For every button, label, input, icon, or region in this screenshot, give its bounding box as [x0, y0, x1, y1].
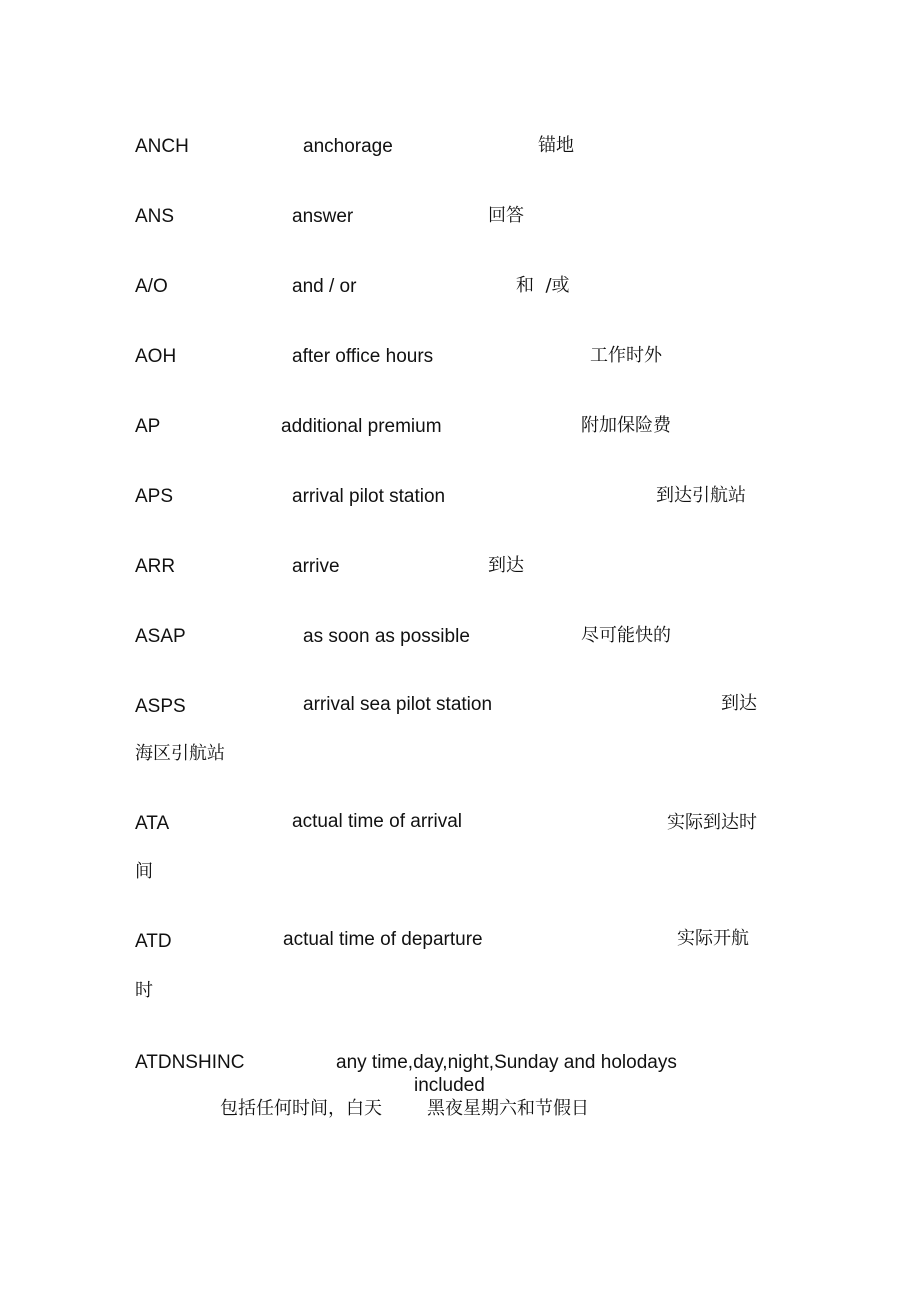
english-atdnshinc: any time,day,night,Sunday and holodays	[336, 1052, 677, 1073]
chinese-atdnshinc-b: 黑夜星期六和节假日	[427, 1098, 589, 1119]
english-atd: actual time of departure	[283, 929, 483, 950]
chinese-aoh: 工作时外	[590, 345, 662, 366]
chinese-ao: 和 /或	[516, 275, 570, 296]
chinese-asps-cont: 海区引航站	[135, 743, 225, 764]
chinese-ata-cont: 间	[135, 861, 153, 882]
chinese-asps: 到达	[721, 693, 757, 714]
abbr-ata: ATA	[135, 813, 170, 834]
chinese-ata: 实际到达时	[667, 812, 757, 833]
english-aoh: after office hours	[292, 346, 434, 367]
english-arr: arrive	[292, 556, 340, 577]
english-aps: arrival pilot station	[292, 486, 446, 507]
chinese-atd: 实际开航	[677, 928, 749, 949]
english-asps: arrival sea pilot station	[303, 694, 493, 715]
abbr-arr: ARR	[135, 556, 176, 577]
abbr-atd: ATD	[135, 931, 172, 952]
chinese-atdnshinc-a: 包括任何时间，白天	[220, 1098, 382, 1119]
english-anch: anchorage	[303, 136, 393, 157]
abbr-asps: ASPS	[135, 696, 186, 717]
english-asap: as soon as possible	[303, 626, 470, 647]
english-ap: additional premium	[281, 416, 442, 437]
chinese-asap: 尽可能快的	[581, 625, 671, 646]
english-ans: answer	[292, 206, 354, 227]
abbr-aoh: AOH	[135, 346, 177, 367]
chinese-aps: 到达引航站	[656, 485, 746, 506]
abbr-ap: AP	[135, 416, 161, 437]
abbr-ao: A/O	[135, 276, 168, 297]
abbr-aps: APS	[135, 486, 174, 507]
english-ata: actual time of arrival	[292, 811, 463, 832]
abbr-anch: ANCH	[135, 136, 189, 157]
abbr-atdnshinc: ATDNSHINC	[135, 1052, 245, 1073]
english-ao: and / or	[292, 276, 357, 297]
chinese-arr: 到达	[488, 555, 524, 576]
abbr-ans: ANS	[135, 206, 175, 227]
english-atdnshinc-cont: included	[414, 1075, 485, 1096]
abbr-asap: ASAP	[135, 626, 186, 647]
chinese-anch: 锚地	[538, 135, 574, 156]
chinese-atd-cont: 时	[135, 980, 153, 1001]
chinese-ans: 回答	[488, 205, 524, 226]
chinese-ap: 附加保险费	[581, 415, 671, 436]
